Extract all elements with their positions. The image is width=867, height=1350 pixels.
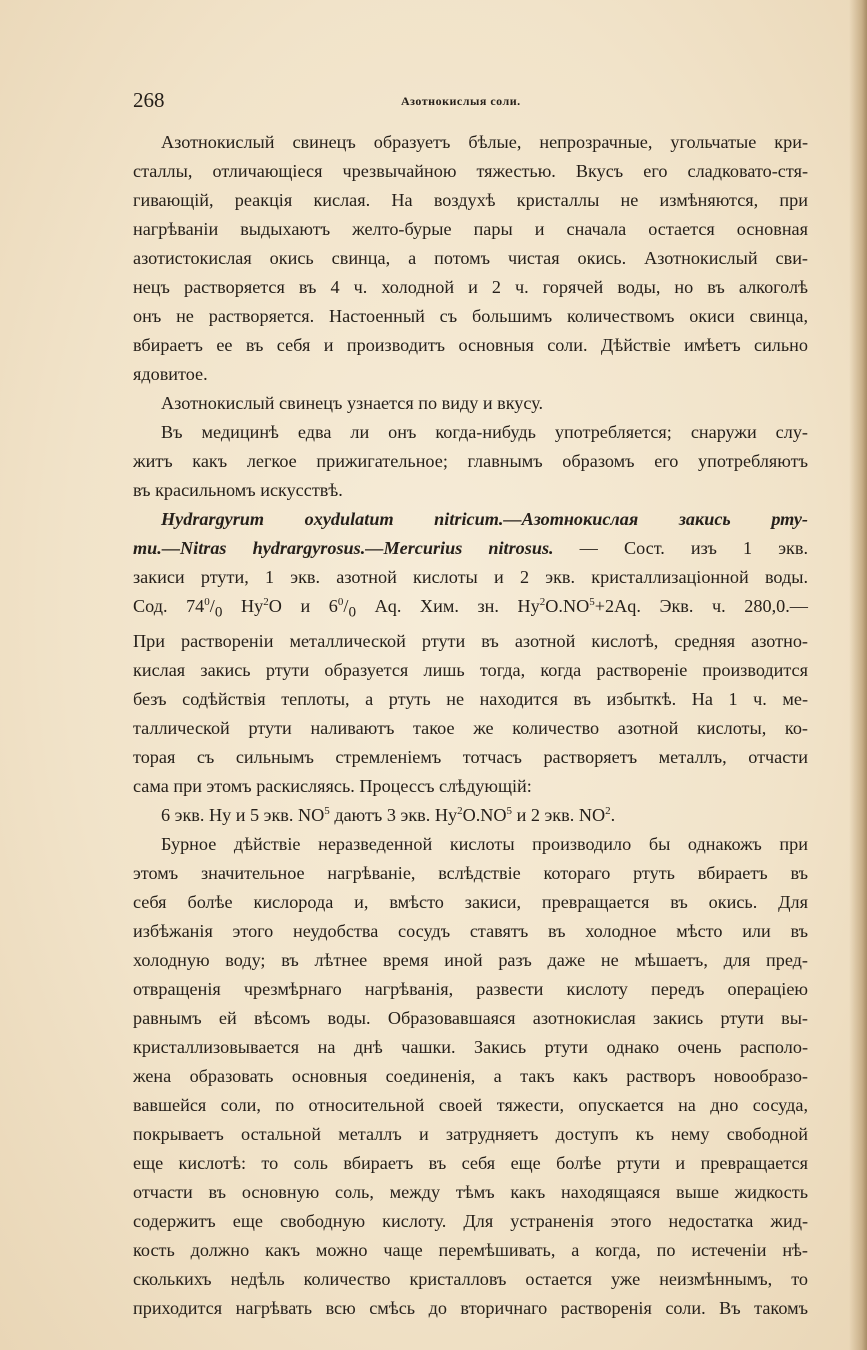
reaction-equation: 6 экв. Hy и 5 экв. $NO^5$ даютъ 3 экв. $Hy^2O.NO^5$ и 2 экв. $NO^2$. <box>161 804 616 825</box>
text-line: отвращенія чрезмѣрнаго нагрѣванія, развести кислоту передъ операціею <box>133 978 808 999</box>
running-title: Азотнокислыя соли. <box>401 94 521 108</box>
text-line: Азотнокислый свинецъ образуетъ бѣлые, непрозрачные, угольчатые кри- <box>161 132 808 152</box>
body-text <box>133 128 808 1323</box>
page-header <box>133 88 808 114</box>
text-line: кость должно какъ можно чаще перемѣшивать, а когда, по истеченіи нѣ- <box>133 1239 808 1260</box>
text-line: кислая закись ртути образуется лишь тогда, когда раствореніе производится <box>133 659 808 680</box>
text-line: вавшейся соли, по относительной своей тяжести, опускается на дно сосуда, <box>133 1094 808 1115</box>
text-line: При раствореніи металлической ртути въ азотной кислотѣ, средняя азотно- <box>133 630 808 651</box>
text-line: отчасти въ основную соль, между тѣмъ какъ находящаяся выше жидкость <box>133 1181 808 1202</box>
text-line: вбираетъ ее въ себя и производитъ основныя соли. Дѣйствіе имѣетъ сильно <box>133 335 808 355</box>
text-line: нецъ растворяется въ 4 ч. холодной и 2 ч. горячей воды, но въ алкоголѣ <box>133 277 808 297</box>
text-line: приходится нагрѣвать всю смѣсь до вторичнаго растворенія соли. Въ такомъ <box>133 1297 808 1318</box>
text-line: еще кислотѣ: то соль вбираетъ въ себя еще болѣе ртути и превращается <box>133 1152 808 1173</box>
text-line: онъ не растворяется. Настоенный съ большимъ количествомъ окиси свинца, <box>133 306 808 326</box>
text-line: Бурное дѣйствіе неразведенной кислоты производило бы однакожъ при <box>161 833 808 854</box>
russian-name-end: ти. <box>133 538 162 558</box>
text-line: гивающій, реакція кислая. На воздухѣ кристаллы не измѣняются, при <box>133 190 808 210</box>
text-line: Сод. $74^0/_0$ Hy$^2$O и $6^0/_0$ Aq. Хим. зн. $Hy^2O.NO^5+2Aq$. Экв. ч. 280,0.— <box>133 595 808 621</box>
text-line: кристаллизовывается на днѣ чашки. Закись ртути однако очень располо- <box>133 1036 808 1057</box>
text-line: сколькихъ недѣль количество кристалловъ остается уже неизмѣннымъ, то <box>133 1268 808 1289</box>
text-line <box>133 505 808 534</box>
page-edge-shadow <box>849 0 867 1350</box>
text-line: сталлы, отличающіеся чрезвычайною тяжестью. Вкусъ его сладковато-стя- <box>133 161 808 181</box>
text-line: Азотнокислый свинецъ узнается по виду и вкусу. <box>161 393 544 413</box>
text-line: въ красильномъ искусствѣ. <box>133 480 343 500</box>
text-line: азотистокислая окись свинца, а потомъ чистая окись. Азотнокислый сви- <box>133 248 808 268</box>
text-line: нагрѣваніи выдыхаютъ желто-бурые пары и сначала остается основная <box>133 219 808 239</box>
text-line: холодную воду; въ лѣтнее время иной разъ даже не мѣшаетъ, для пред- <box>133 949 808 970</box>
text-line: торая съ сильнымъ стремленіемъ тотчасъ растворяетъ металлъ, отчасти <box>133 746 808 767</box>
latin-name: Hydrargyrum oxydulatum nitricum. <box>161 509 504 529</box>
text-line <box>133 534 808 563</box>
text-line: житъ какъ легкое прижигательное; главнымъ образомъ его употребляютъ <box>133 451 808 471</box>
text-line: этомъ значительное нагрѣваніе, вслѣдствіе котораго ртуть вбираетъ въ <box>133 862 808 883</box>
text-line: Въ медицинѣ едва ли онъ когда-нибудь употребляется; снаружи слу- <box>161 422 808 442</box>
text-line: безъ содѣйствія теплоты, а ртуть не находится въ избыткѣ. На 1 ч. ме- <box>133 688 808 709</box>
text-line: избѣжанія этого неудобства сосудъ ставятъ въ холодное мѣсто или въ <box>133 920 808 941</box>
text-line: покрываетъ остальной металлъ и затрудняетъ доступъ къ нему свободной <box>133 1123 808 1144</box>
text-line: равнымъ ей вѣсомъ воды. Образовавшаяся азотнокислая закись ртути вы- <box>133 1007 808 1028</box>
russian-name: —Азотнокислая закись рту- <box>503 509 808 529</box>
page-number: 268 <box>133 88 165 112</box>
text-line: жена образовать основныя соединенія, а такъ какъ растворъ новообразо- <box>133 1065 808 1086</box>
text-line: ядовитое. <box>133 364 208 384</box>
latin-synonyms: —Nitras hydrargyrosus.—Mercurius nitrosus. <box>161 538 554 558</box>
text-line: содержитъ еще свободную кислоту. Для устраненія этого недостатка жид- <box>133 1210 808 1231</box>
text-line: себя болѣе кислорода и, вмѣсто закиси, превращается въ окись. Для <box>133 891 808 912</box>
composition-text: — Сост. изъ 1 экв. <box>553 538 808 558</box>
text-line: закиси ртути, 1 экв. азотной кислоты и 2 экв. кристаллизаціонной воды. <box>133 567 808 587</box>
text-line: таллической ртути наливаютъ такое же количество азотной кислоты, ко- <box>133 717 808 738</box>
text-line: сама при этомъ раскисляясь. Процессъ слѣдующій: <box>133 775 532 796</box>
